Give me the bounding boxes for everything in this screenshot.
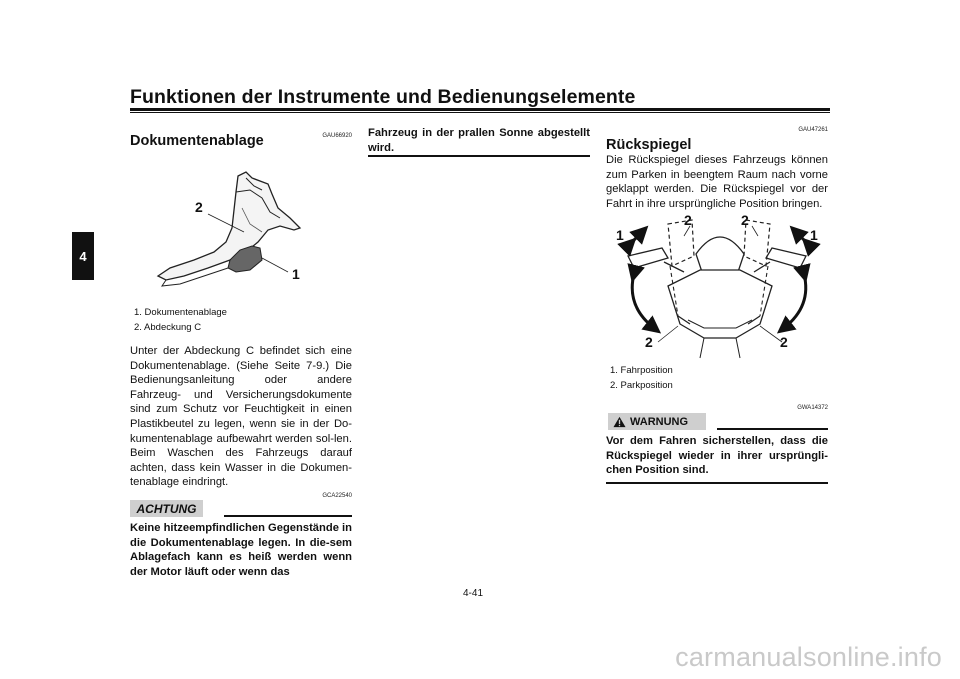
warnung-label: WARNUNG	[630, 415, 689, 428]
callout-fahrposition-right: 1	[810, 227, 818, 243]
caption-item: 1. Fahrposition	[610, 365, 673, 376]
figure-captions	[610, 364, 673, 394]
callout-fahrposition-left: 1	[616, 227, 624, 243]
body-rueckspiegel: Die Rückspiegel dieses Fahrzeugs können zum Parken in beengtem Raum nach vorne geklappt werden. Die Rückspiegel vor der Fahrt in ihre ursprüngliche Position bringen.	[606, 154, 828, 210]
callout-1: 1	[292, 266, 300, 282]
caption-item: 2. Abdeckung C	[134, 321, 202, 333]
warning-icon	[613, 416, 626, 428]
callout-parkposition-top-left: 2	[684, 212, 692, 228]
achtung-code: GCA22540	[322, 493, 352, 499]
section-heading-dokumentenablage: Dokumentenablage	[130, 133, 264, 149]
callout-parkposition-top-right: 2	[741, 212, 749, 228]
warnung-text: Vor dem Fahren sicherstellen, dass die Rückspiegel wieder in ihrer ursprüngli-chen Position sind.	[606, 435, 828, 477]
continuation-rule	[368, 155, 590, 157]
warnung-code: GWA14372	[797, 405, 828, 411]
section-code: GAU66920	[322, 133, 352, 139]
callout-parkposition-bottom-right: 2	[780, 334, 788, 350]
body-dokumentenablage: Unter der Abdeckung C befindet sich eine Dokumentenablage. (Siehe Seite 7-9.) Die Bedienungsanleitung oder andere Fahrzeug- und Versicherungsdokumente sind zum Schutz vor Feuchtigkeit in einen Plastikbeutel zu legen, wenn sie in der Do-kumentenablage aufbewahrt werden sol-len. Beim Waschen des Fahrzeugs darauf achten, dass kein Wasser in die Dokumen-tenablage eindringt.	[130, 345, 352, 489]
achtung-rule	[224, 515, 352, 517]
title-rule	[130, 108, 830, 111]
page-title: Funktionen der Instrumente und Bedienungselemente	[130, 86, 636, 108]
caption-item: 2. Parkposition	[610, 379, 673, 391]
figure-captions	[134, 306, 227, 336]
warnung-end-rule	[606, 482, 828, 484]
watermark: carmanualsonline.info	[675, 642, 942, 672]
achtung-text: Keine hitzeempfindlichen Gegenstände in die Dokumentenablage legen. In die-sem Ablagefach kann es heiß werden wenn der Motor läuft oder wenn das	[130, 522, 352, 578]
title-rule-thin	[130, 112, 830, 113]
document-tray-illustration	[150, 168, 310, 300]
section-heading-rueckspiegel: Rückspiegel	[606, 137, 692, 153]
callout-parkposition-bottom-left: 2	[645, 334, 653, 350]
warnung-rule	[717, 428, 828, 430]
continuation-text: Fahrzeug in der prallen Sonne abgestellt wird.	[368, 127, 590, 154]
section-code: GAU47261	[798, 127, 828, 133]
achtung-badge: ACHTUNG	[130, 500, 203, 517]
page-number: 4-41	[463, 588, 484, 599]
mirror-illustration	[608, 212, 830, 362]
callout-2: 2	[195, 199, 203, 215]
caption-item: 1. Dokumentenablage	[134, 307, 227, 318]
warnung-badge	[608, 413, 706, 430]
chapter-tab: 4	[72, 232, 94, 280]
